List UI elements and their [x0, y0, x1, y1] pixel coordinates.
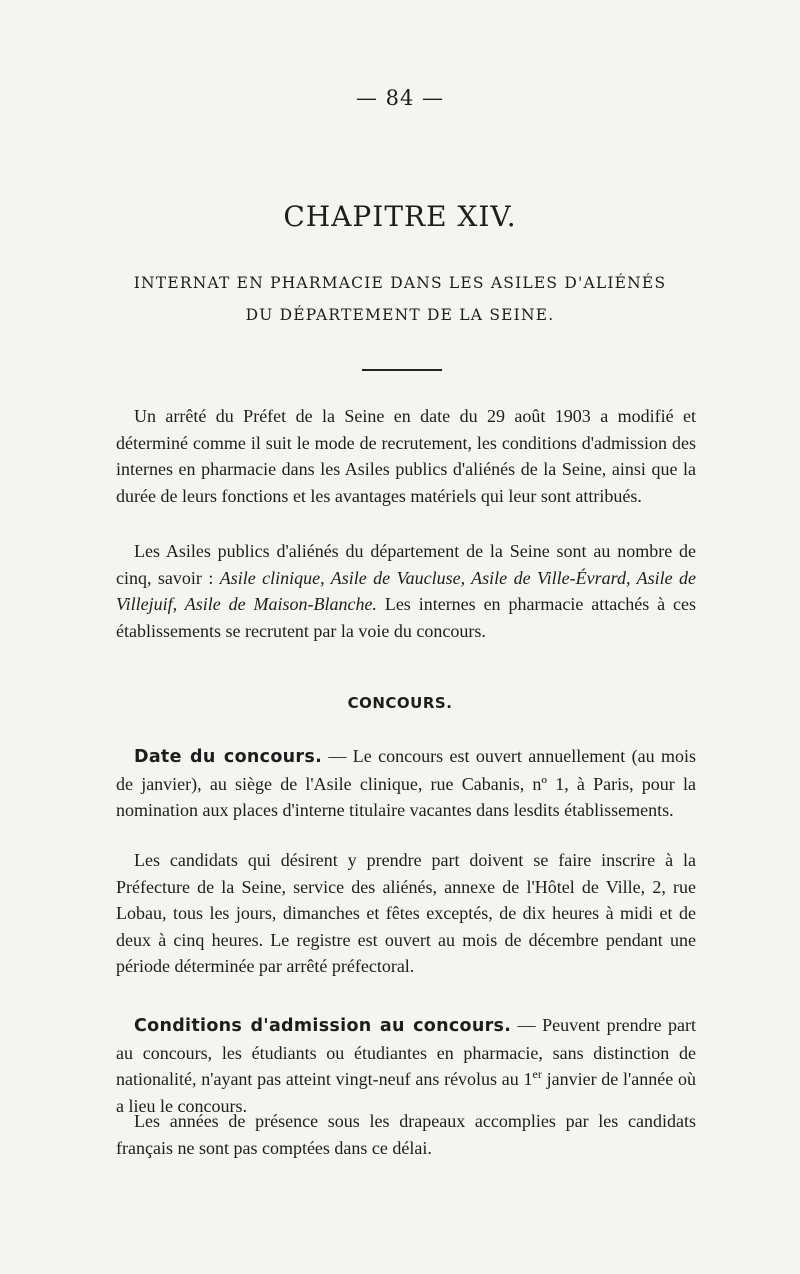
paragraph-conditions: [116, 1012, 696, 1119]
asylum-list: Asile clinique, Asile de Vaucluse, Asile de Ville-Évrard, Asile de Villejuif, Asile de Maison-Blanche.: [116, 567, 696, 614]
page-number: — 84 —: [355, 86, 445, 110]
date-concours-text: — Le concours est ouvert annuellement (au mois de janvier), au siège de l'Asile clinique, rue Cabanis, nº 1, à Paris, pour la nomination aux places d'interne titulaire vacantes dans lesdits établissements.: [116, 746, 696, 820]
conditions-text-2: janvier de l'année où a lieu le concours.: [116, 1069, 696, 1116]
section-divider: [362, 369, 442, 371]
conditions-text-1: — Peuvent prendre part au concours, les étudiants ou étudiantes en pharmacie, sans distinction de nationalité, n'ayant pas atteint vingt-neuf ans révolus au 1: [116, 1015, 696, 1089]
ordinal-superscript: er: [532, 1067, 542, 1081]
paragraph-asylums: [116, 538, 696, 644]
chapter-subtitle-line2: DU DÉPARTEMENT DE LA SEINE.: [245, 306, 555, 324]
asylums-intro: Les Asiles publics d'aliénés du département de la Seine sont au nombre de cinq, savoir :: [116, 541, 696, 588]
paragraph-military-service: Les années de présence sous les drapeaux accomplies par les candidats français ne sont pas comptées dans ce délai.: [116, 1111, 696, 1158]
paragraph-date-concours: [116, 743, 696, 824]
run-in-heading-conditions: Conditions d'admission au concours.: [134, 1016, 512, 1036]
section-heading-concours: CONCOURS.: [347, 694, 453, 712]
paragraph-decree: Un arrêté du Préfet de la Seine en date du 29 août 1903 a modifié et déterminé comme il suit le mode de recrutement, les conditions d'admission des internes en pharmacie dans les Asiles publics d'aliénés de la Seine, ainsi que la durée de leurs fonctions et les avantages matériels qui leur sont attribués.: [116, 406, 696, 506]
paragraph-inscription: Les candidats qui désirent y prendre part doivent se faire inscrire à la Préfecture de la Seine, service des aliénés, annexe de l'Hôtel de Ville, 2, rue Lobau, tous les jours, dimanches et fêtes exceptés, de dix heures à midi et de deux à cinq heures. Le registre est ouvert au mois de décembre pendant une période déterminée par arrêté préfectoral.: [116, 850, 696, 976]
chapter-title: CHAPITRE XIV.: [283, 200, 517, 233]
chapter-subtitle-line1: INTERNAT EN PHARMACIE DANS LES ASILES D'ALIÉNÉS: [133, 274, 667, 292]
run-in-heading-date: Date du concours.: [134, 747, 323, 767]
asylums-end: Les internes en pharmacie attachés à ces établissements se recrutent par la voie du concours.: [116, 594, 696, 641]
